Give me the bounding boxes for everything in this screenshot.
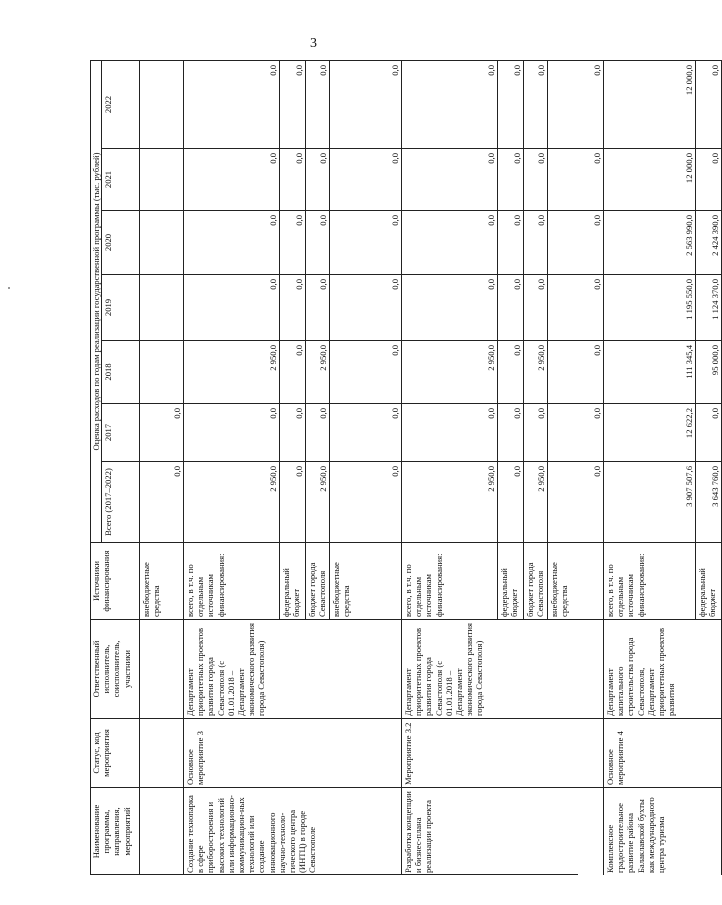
header-year-1: 2017 [102, 403, 140, 461]
funding-source-cell: федеральный бюджет [280, 542, 306, 619]
status-code-cell: Основное мероприятие 3 [184, 718, 402, 787]
amount-cell: 0,0 [184, 210, 280, 274]
amount-cell [140, 210, 184, 274]
amount-cell: 95 000,0 [696, 340, 722, 403]
amount-cell: 2 950,0 [306, 461, 330, 542]
header-year-0: Всего (2017–2022) [102, 461, 140, 542]
header-year-6: 2022 [102, 60, 140, 148]
amount-cell: 0,0 [306, 60, 330, 148]
status-code-cell [140, 718, 184, 787]
header-group-cell: Оценка расходов по годам реализации государственной программы (тыс. рублей) [90, 60, 102, 542]
funding-source-cell: всего, в т.ч. по отдельным источникам финансирования: [604, 542, 696, 619]
amount-cell: 0,0 [184, 274, 280, 340]
amount-cell: 0,0 [330, 60, 402, 148]
amount-cell: 0,0 [498, 340, 524, 403]
amount-cell: 0,0 [280, 340, 306, 403]
rotated-table-container [90, 60, 720, 875]
amount-cell: 0,0 [498, 403, 524, 461]
scan-speck [8, 287, 10, 289]
amount-cell: 0,0 [548, 210, 604, 274]
funding-source-cell: внебюджетные средства [548, 542, 604, 619]
amount-cell: 0,0 [280, 274, 306, 340]
amount-cell: 0,0 [330, 340, 402, 403]
amount-cell: 0,0 [184, 148, 280, 210]
amount-cell: 0,0 [548, 403, 604, 461]
amount-cell: 0,0 [498, 461, 524, 542]
program-name-cell: Разработка концепции и бизнес-плана реализации проекта [402, 787, 604, 875]
amount-cell: 1 124 370,0 [696, 274, 722, 340]
responsible-cell [140, 619, 184, 718]
amount-cell: 0,0 [498, 148, 524, 210]
amount-cell: 0,0 [524, 148, 548, 210]
funding-source-cell: внебюджетные средства [140, 542, 184, 619]
funding-source-cell: бюджет города Севастополя [524, 542, 548, 619]
amount-cell: 2 424 390,0 [696, 210, 722, 274]
amount-cell [140, 60, 184, 148]
funding-source-cell: федеральный бюджет [696, 542, 722, 619]
funding-source-cell: федеральный бюджет [498, 542, 524, 619]
amount-cell: 0,0 [696, 148, 722, 210]
responsible-cell: Департамент приоритетных проектов развития города Севастополя (с 01.01.2018 – Департамент экономического развития города Севастополя) [184, 619, 402, 718]
amount-cell: 12 000,0 [604, 60, 696, 148]
header-year-4: 2020 [102, 210, 140, 274]
amount-cell: 3 907 507,6 [604, 461, 696, 542]
status-code-cell: Основное мероприятие 4 [604, 718, 722, 787]
amount-cell: 2 563 990,0 [604, 210, 696, 274]
amount-cell: 0,0 [306, 210, 330, 274]
amount-cell: 0,0 [524, 60, 548, 148]
amount-cell: 0,0 [402, 274, 498, 340]
amount-cell: 0,0 [498, 60, 524, 148]
amount-cell: 0,0 [140, 403, 184, 461]
amount-cell: 0,0 [524, 274, 548, 340]
funding-source-cell: внебюджетные средства [330, 542, 402, 619]
amount-cell: 3 643 760,0 [696, 461, 722, 542]
amount-cell: 0,0 [548, 148, 604, 210]
amount-cell: 0,0 [696, 60, 722, 148]
budget-table [90, 60, 720, 875]
amount-cell: 0,0 [280, 60, 306, 148]
amount-cell [140, 148, 184, 210]
amount-cell: 111 345,4 [604, 340, 696, 403]
program-name-cell [140, 787, 184, 875]
amount-cell: 0,0 [306, 148, 330, 210]
amount-cell: 0,0 [280, 461, 306, 542]
amount-cell: 0,0 [306, 274, 330, 340]
page-number: 3 [310, 36, 317, 51]
amount-cell: 0,0 [140, 461, 184, 542]
amount-cell: 1 195 550,0 [604, 274, 696, 340]
amount-cell: 2 950,0 [184, 340, 280, 403]
amount-cell: 0,0 [548, 274, 604, 340]
header-sources-cell: Источники финансирования [90, 542, 140, 619]
responsible-cell: Департамент капитального строительства города Севастополя, Департамент приоритетных проектов развития [604, 619, 722, 718]
amount-cell: 0,0 [696, 403, 722, 461]
amount-cell: 2 950,0 [524, 340, 548, 403]
amount-cell: 2 950,0 [402, 340, 498, 403]
amount-cell: 0,0 [280, 148, 306, 210]
amount-cell: 2 950,0 [306, 340, 330, 403]
amount-cell: 0,0 [402, 403, 498, 461]
amount-cell: 2 950,0 [524, 461, 548, 542]
amount-cell: 0,0 [280, 210, 306, 274]
amount-cell: 12 622,2 [604, 403, 696, 461]
amount-cell: 0,0 [402, 60, 498, 148]
amount-cell: 0,0 [498, 210, 524, 274]
header-year-3: 2019 [102, 274, 140, 340]
amount-cell: 0,0 [524, 403, 548, 461]
amount-cell: 0,0 [184, 403, 280, 461]
amount-cell: 0,0 [548, 60, 604, 148]
amount-cell: 0,0 [548, 340, 604, 403]
amount-cell [140, 340, 184, 403]
amount-cell: 0,0 [402, 148, 498, 210]
amount-cell: 0,0 [306, 403, 330, 461]
program-name-cell: Комплексное градостроительное развитие района Балаклавской бухты как международного центра туризма [604, 787, 722, 875]
amount-cell: 12 000,0 [604, 148, 696, 210]
amount-cell: 0,0 [498, 274, 524, 340]
amount-cell: 0,0 [184, 60, 280, 148]
amount-cell: 2 950,0 [184, 461, 280, 542]
amount-cell: 2 950,0 [402, 461, 498, 542]
amount-cell: 0,0 [330, 274, 402, 340]
amount-cell: 0,0 [330, 403, 402, 461]
amount-cell: 0,0 [330, 461, 402, 542]
program-name-cell: Создание технопарка в сфере приборостроения и высоких технологий или информационно-коммуникацион-ных технологий или создание инновационного научно-техноло-гического центра (ИНТЦ) в городе Севастополе [184, 787, 402, 875]
amount-cell: 0,0 [548, 461, 604, 542]
funding-source-cell: всего, в т.ч. по отдельным источникам финансирования: [402, 542, 498, 619]
responsible-cell: Департамент приоритетных проектов развития города Севастополя (с 01.01.2018 – Департамент экономического развития города Севастополя) [402, 619, 604, 718]
funding-source-cell: всего, в т.ч. по отдельным источникам финансирования: [184, 542, 280, 619]
amount-cell: 0,0 [330, 148, 402, 210]
status-code-cell: Мероприятие 3.2 [402, 718, 604, 787]
header-year-2: 2018 [102, 340, 140, 403]
amount-cell [140, 274, 184, 340]
header-status-cell: Статус, код мероприятия [90, 718, 140, 787]
header-name-cell: Наименование программы, направления, мероприятий [90, 787, 140, 875]
header-year-5: 2021 [102, 148, 140, 210]
amount-cell: 0,0 [330, 210, 402, 274]
funding-source-cell: бюджет города Севастополя [306, 542, 330, 619]
header-responsible-cell: Ответственный исполнитель, соисполнитель, участники [90, 619, 140, 718]
amount-cell: 0,0 [280, 403, 306, 461]
amount-cell: 0,0 [524, 210, 548, 274]
amount-cell: 0,0 [402, 210, 498, 274]
